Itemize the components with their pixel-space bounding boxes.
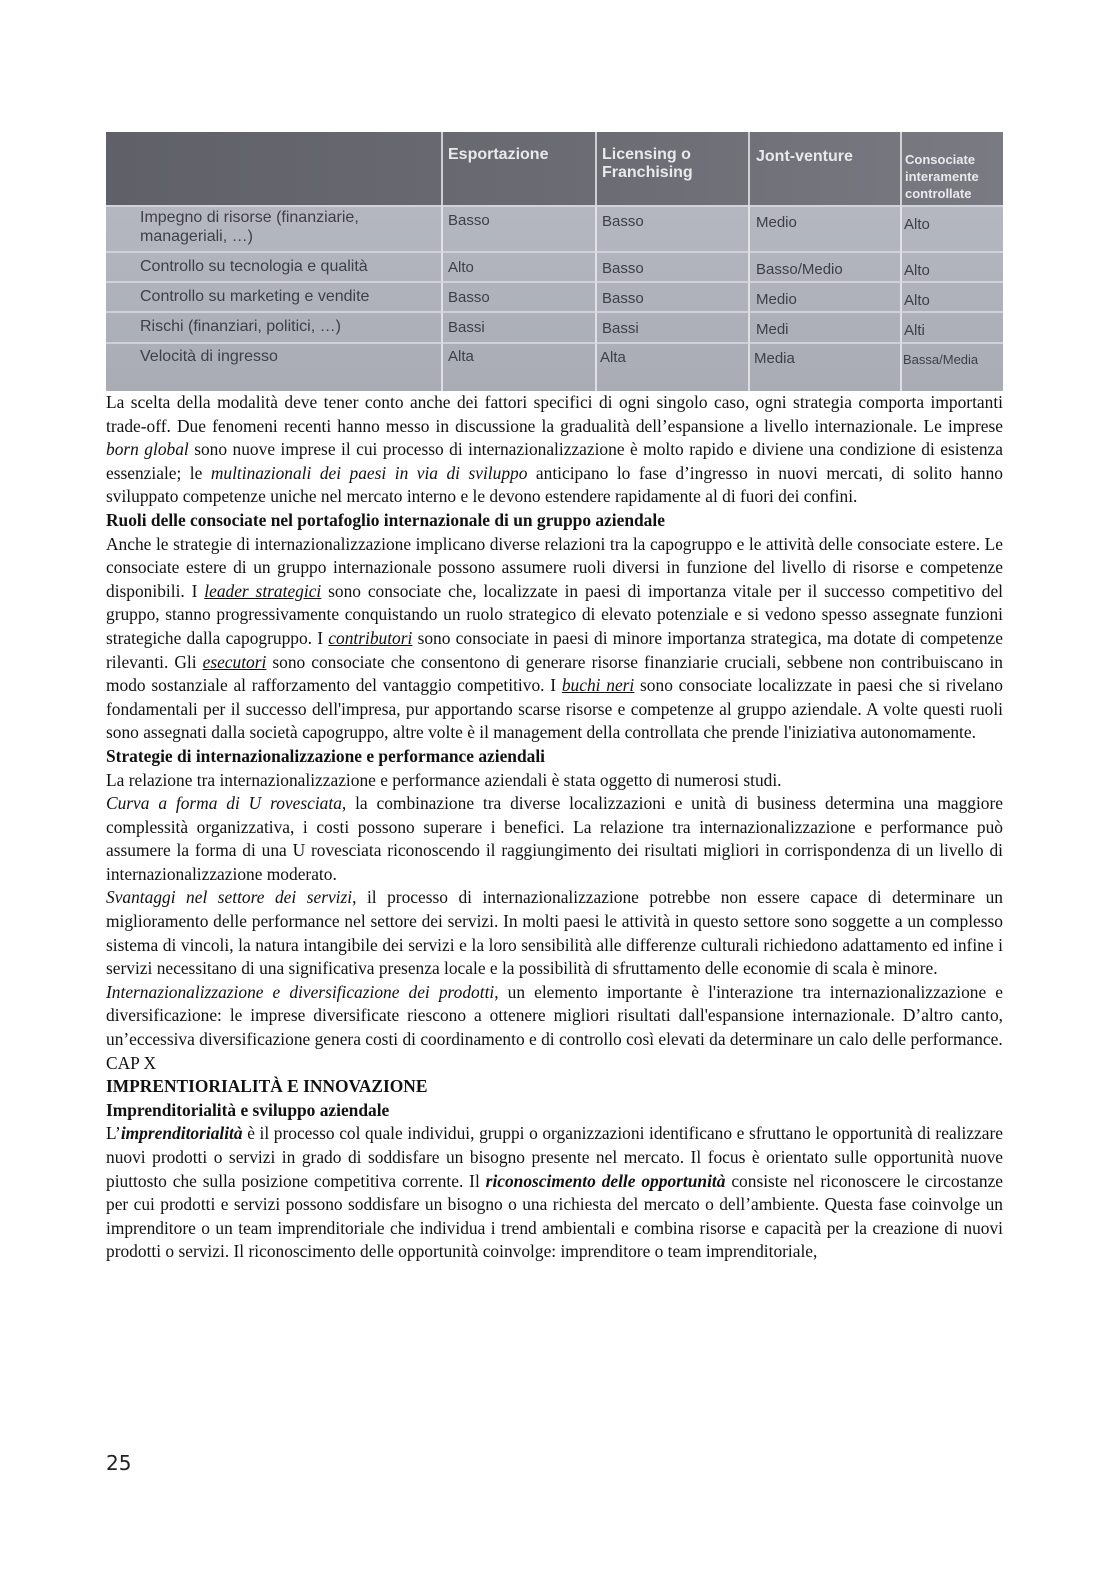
italic-term: Internazionalizzazione e diversificazione dei prodotti <box>106 981 495 1002</box>
italic-term: Svantaggi nel settore dei servizi <box>106 887 353 908</box>
paragraph <box>106 533 1003 745</box>
table-cell: Alti <box>904 322 925 339</box>
italic-term: Curva a forma di U rovesciata <box>106 793 342 814</box>
chapter-title: IMPRENTIORIALITÀ E INNOVAZIONE <box>106 1076 428 1097</box>
underlined-term: buchi neri <box>561 675 635 696</box>
table-cell: Bassi <box>448 319 485 336</box>
entry-modes-table-photo <box>106 132 1003 391</box>
page-number: 25 <box>106 1451 132 1475</box>
column-header: Consociate interamente controllate <box>905 152 979 201</box>
table-cell: Medio <box>756 291 797 308</box>
text-run: , il processo di internazionalizzazione potrebbe non essere capace di determinare un miglioramento delle performance nel settore dei servizi. In molti paesi le attività in questo settore sono soggette a un complesso sistema di vincoli, la natura intangibile dei servizi e la loro sensibilità alle differenze culturali richiedono adattamento ed infine i servizi necessitano di una significativa presenza locale e la possibilità di sfruttamento delle economie di scala è minore. <box>106 887 1003 979</box>
table-cell: Media <box>754 350 795 367</box>
body-text <box>106 391 1003 1264</box>
row-label: Controllo su marketing e vendite <box>140 288 370 305</box>
row-label: Controllo su tecnologia e qualità <box>140 258 368 275</box>
table-cell: Basso <box>602 290 644 307</box>
table-cell: Medio <box>756 214 797 231</box>
text-run: La scelta della modalità deve tener conto anche dei fattori specifici di ogni singolo caso, ogni strategia comporta importanti trade-off. Due fenomeni recenti hanno messo in discussione la gradualità dell’espansione a livello internazionale. Le imprese <box>106 392 1003 436</box>
text-run: è il processo col quale individui, gruppi o organizzazioni identificano e sfruttano le opportunità di realizzare nuovi prodotti o servizi in grado di soddisfare un bisogno presente nel mercato. Il focus è orientato sulle opportunità nuove piuttosto che sulla posizione competitiva corrente. Il <box>106 1123 1003 1191</box>
table-cell: Basso/Medio <box>756 261 843 278</box>
text-run: L’ <box>106 1123 121 1144</box>
underlined-term: esecutori <box>202 651 267 672</box>
table-cell: Bassa/Media <box>903 352 979 367</box>
table-cell: Basso <box>602 260 644 277</box>
italic-term: multinazionali dei paesi in via di sviluppo <box>210 462 528 483</box>
table-cell: Alta <box>448 348 474 365</box>
underlined-term: contributori <box>328 627 413 648</box>
section-heading: Imprenditorialità e sviluppo aziendale <box>106 1099 390 1120</box>
column-header: Esportazione <box>448 146 549 163</box>
column-header: Jont-venture <box>756 148 853 165</box>
row-label: Velocità di ingresso <box>140 348 278 365</box>
text-run: consiste nel riconoscere le circostanze per cui prodotti e servizi possono soddisfare un bisogno o una richiesta del mercato o dell’ambiente. Questa fase coinvolge un imprenditore o un team imprenditoriale che individua i trend ambientali e combina risorse e capacità per la creazione di nuovi prodotti o servizi. Il riconoscimento delle opportunità coinvolge: imprenditore o team imprenditoriale, <box>106 1170 1004 1262</box>
italic-term: born global <box>106 439 189 460</box>
text-run: sono consociate localizzate in paesi che si rivelano fondamentali per il successo dell'impresa, pur apportando scarse risorse e competenze al gruppo aziendale. A volte questi ruoli sono assegnati dalla società capogruppo, altre volte è il management della controllata che prende l'iniziativa autonomamente. <box>106 675 1003 743</box>
text-run: , un elemento importante è l'interazione tra internazionalizzazione e diversificazione: le imprese diversificate riescono a ottenere migliori risultati dall'espansione internazionale. D’altro canto, un’eccessiva diversificazione genera costi di coordinamento e di controllo così elevati da determinare un calo delle performance. <box>106 981 1003 1050</box>
text-run: sono consociate che consentono di generare risorse finanziarie cruciali, sebbene non contribuiscano in modo sostanziale al rafforzamento del vantaggio competitivo. I <box>106 651 1003 696</box>
table-cell: Alto <box>904 216 930 233</box>
table-cell: Alto <box>904 262 930 279</box>
text-run: anticipano lo fase d’ingresso in nuovi mercati, di solito hanno sviluppato competenze uniche nel mercato interno e le devono estendere rapidamente al di fuori dei confini. <box>106 462 1003 507</box>
row-label: Impegno di risorse (finanziarie, manageriali, …) <box>140 209 359 245</box>
row-label: Rischi (finanziari, politici, …) <box>140 318 341 335</box>
table-cell: Basso <box>448 289 490 306</box>
paragraph <box>106 886 1003 980</box>
text-run: sono consociate che, localizzate in paesi di importanza vitale per il successo competitivo del gruppo, stanno progressivamente conquistando un ruolo strategico di elevato potenziale e si vedono spesso assegnate funzioni strategiche dalla capogruppo. I <box>106 580 1003 648</box>
paragraph: La relazione tra internazionalizzazione e performance aziendali è stata oggetto di numerosi studi. <box>106 769 782 790</box>
paragraph <box>106 391 1003 509</box>
paragraph <box>106 1122 1003 1264</box>
text-run: sono consociate in paesi di minore importanza strategica, ma dotate di competenze rilevanti. Gli <box>106 627 1003 672</box>
section-heading: Strategie di internazionalizzazione e performance aziendali <box>106 745 546 766</box>
bold-italic-term: riconoscimento delle opportunità <box>485 1170 726 1191</box>
table-cell: Alta <box>600 349 626 366</box>
table-cell: Bassi <box>602 320 639 337</box>
document-page <box>106 132 1003 1264</box>
table-cell: Alto <box>904 292 930 309</box>
text-run: Anche le strategie di internazionalizzazione implicano diverse relazioni tra la capogruppo e le attività delle consociate estere. Le consociate estere di un gruppo internazionale possono assumere ruoli diversi in funzione del livello di risorse e competenze disponibili. I <box>106 533 1003 601</box>
table-cell: Basso <box>602 213 644 230</box>
paragraph <box>106 792 1003 886</box>
text-run: sono nuove imprese il cui processo di internazionalizzazione è molto rapido e diviene una condizione di esistenza essenziale; le <box>106 439 1003 483</box>
underlined-term: leader strategici <box>204 580 322 601</box>
table-cell: Medi <box>756 321 789 338</box>
table-cell: Basso <box>448 212 490 229</box>
text-run: , la combinazione tra diverse localizzazioni e unità di business determina una maggiore complessità organizzativa, i costi possono superare i benefici. La relazione tra internazionalizzazione e performance può assumere la forma di una U rovesciata riconoscendo il raggiungimento dei risultati migliori in corrispondenza di un livello di internazionalizzazione moderato. <box>106 793 1004 884</box>
section-heading: Ruoli delle consociate nel portafoglio internazionale di un gruppo aziendale <box>106 509 665 530</box>
table-cell: Alto <box>448 259 474 276</box>
paragraph <box>106 981 1003 1052</box>
table-header-band <box>106 132 1003 205</box>
column-header: Licensing o Franchising <box>602 146 693 181</box>
chapter-number: CAP X <box>106 1052 157 1073</box>
bold-italic-term: imprenditorialità <box>120 1123 243 1144</box>
